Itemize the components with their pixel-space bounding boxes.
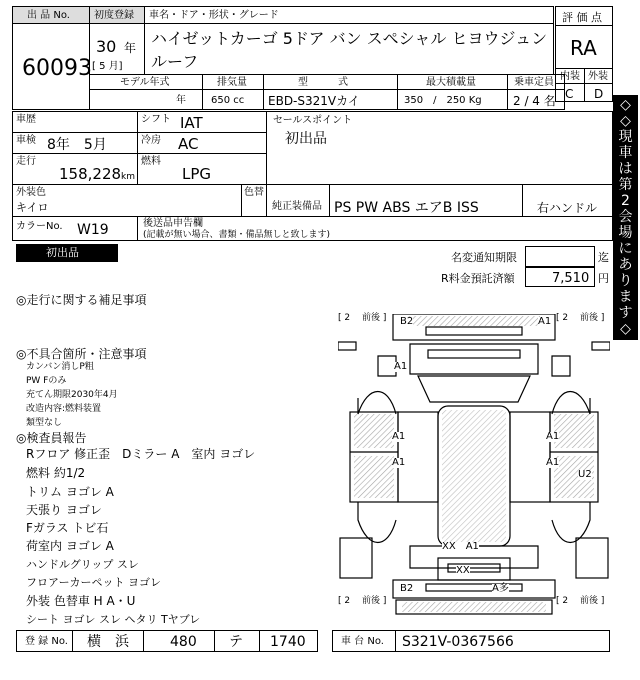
banner-char: す (618, 305, 633, 321)
mark-front-quarter: A1 (394, 361, 408, 372)
inspector-item: シート ヨゴレ スレ ヘタリ Tヤブレ (26, 613, 201, 626)
carname-line2: ルーフ (151, 52, 199, 71)
ac-cell (137, 132, 267, 154)
inspector-item: 荷室内 ヨゴレ A (26, 539, 114, 553)
ext-color-label: 外装色 (16, 187, 46, 198)
name-change-box (525, 246, 595, 267)
displacement-cell (202, 89, 264, 110)
defect-item: 改造内容:燃料装置 (26, 404, 102, 414)
carname-label-cell (144, 6, 554, 24)
inspector-item: Rフロア 修正歪 Dミラー A 室内 ヨゴレ (26, 447, 256, 461)
equip-value: PS PW ABS エアB ISS (334, 200, 479, 216)
max-load-label: 最大積載量 (426, 77, 476, 88)
chassis-cell (395, 630, 610, 652)
mark-right-front-door: A1 (546, 431, 560, 442)
lot-no-cell (12, 23, 90, 110)
max-load-cell (397, 89, 508, 110)
first-reg-cell (89, 23, 145, 75)
displacement: 650 cc (211, 95, 245, 106)
year-unit: 年 (124, 41, 137, 55)
mark-rear-bumper-right: A多 (492, 583, 509, 594)
model-year-label: モデル年式 (120, 77, 170, 88)
reg-number: 1740 (270, 634, 306, 650)
color-no-cell (12, 216, 138, 241)
handle-value: 右ハンドル (537, 201, 598, 215)
lot-no-label: 出 品 No. (27, 10, 70, 21)
ext-color-cell (12, 184, 242, 217)
color-change-label: 色替 (244, 187, 264, 198)
diagram-bottom-left: [ 2 前後 ] (338, 596, 387, 606)
fuel-label: 燃料 (141, 156, 161, 167)
inspector-item: 外装 色替車 H A・U (26, 594, 136, 608)
banner-char: 現 (618, 129, 633, 145)
inspector-item: 天張り ヨゴレ (26, 503, 102, 517)
interior-cell (555, 83, 585, 102)
banner-char: ◇ (620, 321, 631, 337)
ac-label: 冷房 (141, 135, 161, 146)
defects-title: ◎不具合箇所・注意事項 (16, 347, 147, 361)
carname-label: 車名・ドア・形状・グレード (149, 10, 279, 21)
equip-cell (329, 184, 523, 217)
model-year-cell (89, 89, 203, 110)
notes-area (16, 290, 336, 630)
type-label-cell (263, 74, 398, 90)
mileage-label: 走行 (16, 156, 36, 167)
interior: C (565, 87, 574, 101)
defect-item: カンバン消しP粗 (26, 362, 94, 372)
shift-cell (137, 111, 267, 133)
sales-value: 初出品 (285, 131, 327, 147)
color-change-cell (241, 184, 267, 217)
first-reg-label: 初度登録 (94, 10, 134, 21)
exterior-cell (584, 83, 613, 102)
banner-char: ◇ (620, 113, 631, 129)
banner-char: 場 (618, 225, 633, 241)
diagram-top-left: [ 2 前後 ] (338, 313, 387, 323)
first-listing-badge (16, 244, 118, 262)
grade-label-cell (555, 6, 613, 26)
mark-left-front-door: A1 (392, 431, 406, 442)
history-cell (12, 111, 138, 133)
displacement-label: 排気量 (217, 77, 247, 88)
carname-line1: ハイゼットカーゴ 5ドア バン スペシャル ヒヨウジュン (151, 29, 548, 48)
inspector-title: ◎検査員報告 (16, 431, 87, 445)
reg-no-label-cell (16, 630, 73, 652)
mark-rear-bumper-left: B2 (400, 583, 414, 594)
chassis-label: 車 台 No. (341, 636, 384, 647)
footer-row (16, 630, 610, 652)
model-year-label-cell (89, 74, 203, 90)
name-change-suffix: 迄 (598, 251, 609, 264)
sales-label: セールスポイント (273, 115, 353, 126)
lot-no-label-cell (12, 6, 90, 24)
chassis-label-cell (332, 630, 396, 652)
type-cell (263, 89, 398, 110)
mileage-unit: km (121, 172, 135, 182)
defect-item: 類型なし (26, 418, 63, 428)
reg-class: 480 (170, 634, 197, 650)
reg-no-label: 登 録 No. (25, 636, 68, 647)
grade-cell (555, 25, 613, 69)
shaken-cell (12, 132, 138, 154)
color-no-label: カラーNo. (16, 221, 63, 232)
car-outline (338, 314, 610, 626)
header-grid (12, 6, 613, 110)
fuel-cell (137, 153, 267, 185)
banner-char: に (618, 241, 633, 257)
reg-area-cell (72, 630, 144, 652)
aftermarket-label: 後送品申告欄 (143, 218, 203, 229)
year: 30 (96, 37, 117, 56)
sales-cell (266, 111, 613, 185)
capacity: 2 / 4 名 (513, 94, 556, 108)
chassis-value: S321V-0367566 (402, 634, 514, 650)
first-reg-label-cell (89, 6, 145, 24)
carname-cell (144, 23, 554, 75)
handle-cell (522, 184, 613, 217)
car-diagram (338, 314, 610, 626)
side-banner (613, 95, 638, 353)
diagram-bottom-right: [ 2 前後 ] (556, 596, 605, 606)
banner-char: 第 (618, 177, 633, 193)
banner-char: ま (618, 289, 633, 305)
fuel-value: LPG (182, 165, 212, 183)
grade-label: 評 価 点 (562, 11, 602, 24)
mark-right-rear-door: A1 (546, 457, 560, 468)
name-change-label: 名変通知期限 (451, 251, 517, 264)
lot-no: 60093 (22, 56, 92, 81)
banner-char: は (618, 161, 633, 177)
interior-label: 内装 (560, 71, 580, 82)
banner-char: 2 (621, 193, 630, 209)
recycle-box (525, 267, 595, 287)
reg-kana: テ (229, 634, 243, 650)
mark-right-rear-quarter: U2 (578, 469, 592, 480)
history-label: 車歴 (16, 114, 36, 125)
equip-label-cell (266, 184, 330, 217)
diagram-top-right: [ 2 前後 ] (556, 313, 605, 323)
driving-title: ◎走行に関する補足事項 (16, 293, 147, 307)
recycle-value: 7,510 (552, 271, 590, 286)
banner-char: ◇ (620, 97, 631, 113)
mark-rear-panel: XX (456, 565, 470, 576)
aftermarket-note: (記載が無い場合、書類・備品無しと致します) (143, 230, 331, 240)
exterior-label-cell (584, 68, 613, 84)
mark-front-bumper-left: B2 (400, 316, 414, 327)
exterior: D (594, 87, 604, 101)
color-no-value: W19 (77, 222, 109, 238)
type-label: 型 式 (298, 77, 348, 88)
equip-label: 純正装備品 (272, 201, 322, 212)
reg-number-cell (259, 630, 318, 652)
recycle-unit: 円 (598, 272, 609, 285)
capacity-label: 乗車定員 (514, 77, 554, 88)
shift-label: シフト (141, 114, 171, 125)
defect-item: PW Fのみ (26, 376, 67, 386)
shaken-value: 8年 5月 (47, 137, 107, 153)
grade: RA (570, 36, 597, 60)
banner-char: ◇ (620, 337, 631, 353)
type-value: EBD-S321Vカイ (268, 94, 360, 108)
recycle-label: R料金預託済額 (441, 272, 515, 285)
mark-front-bumper-right: A1 (538, 316, 552, 327)
interior-label-cell (555, 68, 585, 84)
mileage-value: 158,228 (59, 165, 122, 183)
banner-char: 車 (618, 145, 633, 161)
shaken-label: 車検 (16, 135, 36, 146)
aftermarket-cell (137, 216, 613, 241)
max-load-label-cell (397, 74, 508, 90)
banner-char: あ (618, 257, 633, 273)
inspector-item: Fガラス トビ石 (26, 521, 109, 535)
first-listing-text: 初出品 (46, 246, 79, 259)
reg-kana-cell (214, 630, 260, 652)
model-year-unit: 年 (176, 95, 186, 106)
defect-item: 充てん期限2030年4月 (26, 390, 118, 400)
shift-value: IAT (180, 114, 203, 132)
mark-left-rear-door: A1 (392, 457, 406, 468)
inspector-item: フロアーカーペット ヨゴレ (26, 576, 161, 589)
displacement-label-cell (202, 74, 264, 90)
ac-value: AC (178, 135, 199, 153)
month: [ 5 月] (92, 61, 123, 72)
max-load: 350 / 250 Kg (404, 95, 482, 106)
exterior-label: 外装 (588, 71, 608, 82)
inspector-item: ハンドルグリップ スレ (26, 558, 139, 571)
mark-rear-roof: XX A1 (442, 541, 479, 552)
inspector-item: トリム ヨゴレ A (26, 485, 114, 499)
ext-color-value: キイロ (16, 201, 49, 214)
reg-area: 横 浜 (87, 634, 129, 650)
reg-class-cell (143, 630, 215, 652)
mileage-cell (12, 153, 138, 185)
banner-char: 会 (618, 209, 633, 225)
inspector-item: 燃料 約1/2 (26, 466, 86, 480)
banner-char: り (618, 273, 633, 289)
